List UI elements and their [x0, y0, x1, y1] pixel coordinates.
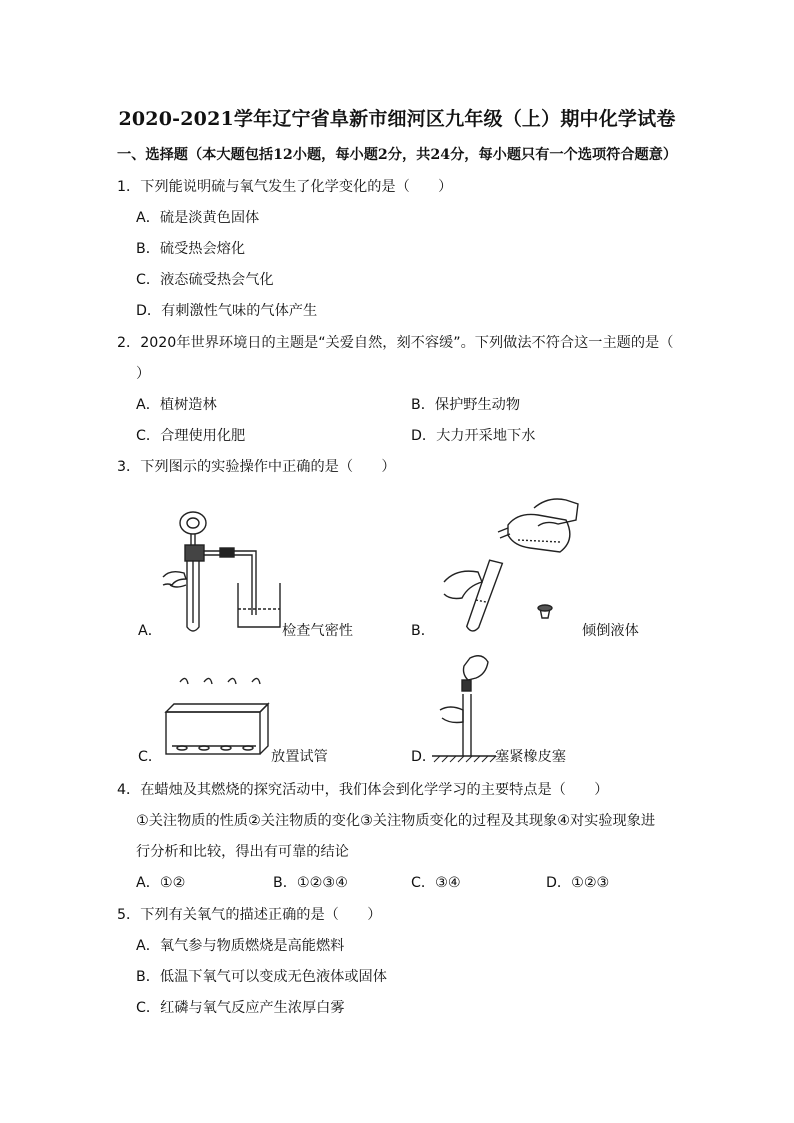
question-2-option-a: A．植树造林 [136, 397, 217, 413]
figure-c-test-tube-rack [160, 672, 270, 760]
question-5-option-c: C．红磷与氧气反应产生浓厚白雾 [136, 1000, 345, 1016]
figure-c-label: C． [138, 749, 163, 765]
question-5-option-a: A．氧气参与物质燃烧是高能燃料 [136, 938, 345, 954]
question-4-stem: 4．在蜡烛及其燃烧的探究活动中，我们体会到化学学习的主要特点是（ ） [117, 782, 609, 798]
question-3-stem: 3．下列图示的实验操作中正确的是（ ） [117, 459, 396, 475]
question-5-stem: 5．下列有关氧气的描述正确的是（ ） [117, 907, 382, 923]
question-5-option-b: B．低温下氧气可以变成无色液体或固体 [136, 969, 387, 985]
question-1-option-a: A．硫是淡黄色固体 [136, 210, 260, 226]
question-2-option-b: B．保护野生动物 [411, 397, 521, 413]
question-2-stem-continued: ） [136, 366, 151, 382]
figure-d-rubber-stopper [430, 652, 500, 762]
question-4-option-d: D．①②③ [546, 875, 610, 891]
figure-d-label: D． [411, 749, 437, 765]
question-1-option-b: B．硫受热会熔化 [136, 241, 246, 257]
question-1-stem: 1．下列能说明硫与氧气发生了化学变化的是（ ） [117, 179, 453, 195]
question-4-option-b: B．①②③④ [273, 875, 348, 891]
figure-a-airtightness-check [160, 505, 290, 635]
exam-title: 2020-2021学年辽宁省阜新市细河区九年级（上）期中化学试卷 [118, 108, 676, 130]
question-2-stem: 2．2020年世界环境日的主题是“关爱自然，刻不容缓”。下列做法不符合这一主题的是（ [117, 335, 674, 351]
question-1-option-c: C．液态硫受热会气化 [136, 272, 274, 288]
question-2-option-d: D．大力开采地下水 [411, 428, 536, 444]
question-2-option-c: C．合理使用化肥 [136, 428, 246, 444]
figure-c-caption: 放置试管 [271, 749, 328, 765]
question-4-body-line-2: 行分析和比较，得出有可靠的结论 [136, 844, 349, 860]
figure-a-caption: 检查气密性 [282, 623, 353, 639]
question-1-option-d: D．有刺激性气味的气体产生 [136, 303, 318, 319]
figure-b-caption: 倾倒液体 [582, 623, 639, 639]
question-4-option-c: C．③④ [411, 875, 461, 891]
figure-d-caption: 塞紧橡皮塞 [495, 749, 566, 765]
figure-a-label: A． [138, 623, 162, 639]
figure-b-label: B． [411, 623, 435, 639]
section-heading: 一、选择题（本大题包括12小题，每小题2分，共24分，每小题只有一个选项符合题意） [117, 147, 678, 163]
question-4-option-a: A．①② [136, 875, 186, 891]
figure-b-pouring-liquid [438, 490, 583, 635]
question-4-body-line-1: ①关注物质的性质②关注物质的变化③关注物质变化的过程及其现象④对实验现象进 [136, 813, 656, 829]
